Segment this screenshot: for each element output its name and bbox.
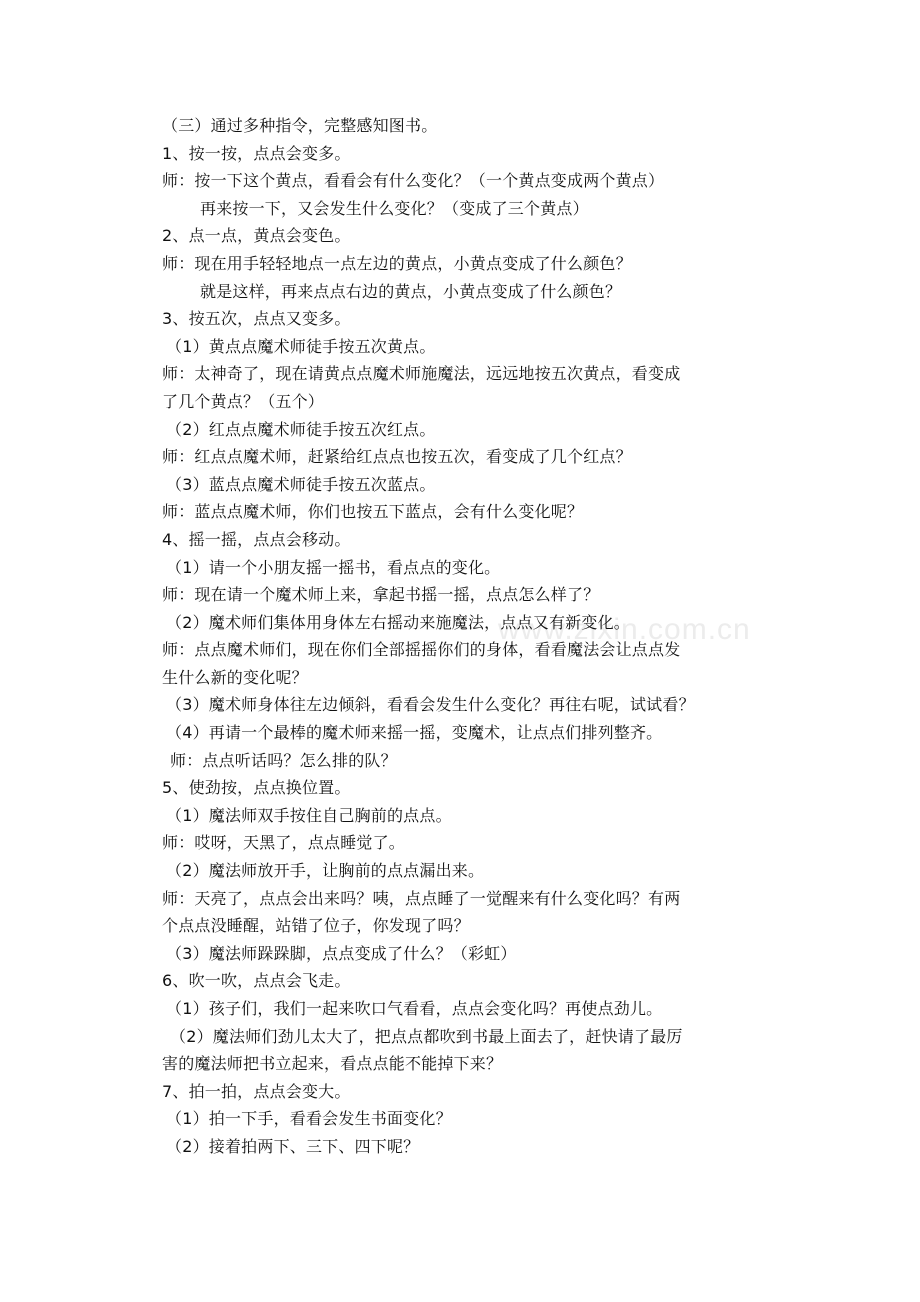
sub-item-line: （3）魔术师身体往左边倾斜，看看会发生什么变化？再往右呢，试试看？ [166,695,695,715]
paragraph-line: 师：天亮了，点点会出来吗？咦，点点睡了一觉醒来有什么变化吗？有两 [162,888,681,908]
step-heading: 4、摇一摇，点点会移动。 [162,529,351,549]
sub-item-line: （1）拍一下手，看看会发生书面变化？ [166,1109,452,1129]
paragraph-line: 师：红点点魔术师，赶紧给红点点也按五次，看变成了几个红点？ [162,447,632,467]
paragraph-line: 生什么新的变化呢？ [162,667,308,687]
step-heading: 1、按一按，点点会变多。 [162,143,351,163]
sub-item-line: （2）魔法师放开手，让胸前的点点漏出来。 [166,861,485,881]
step-heading: 7、拍一拍，点点会变大。 [162,1081,351,1101]
sub-item-line: （2）接着拍两下、三下、四下呢？ [166,1136,420,1156]
sub-item-line: （4）再请一个最棒的魔术师来摇一摇，变魔术，让点点们排列整齐。 [166,723,663,743]
paragraph-line: 师：蓝点点魔术师，你们也按五下蓝点，会有什么变化呢？ [162,502,584,522]
paragraph-line: 了几个黄点？（五个） [162,391,325,411]
paragraph-line: 师：按一下这个黄点，看看会有什么变化？（一个黄点变成两个黄点） [162,171,665,191]
sub-item-line: （3）蓝点点魔术师徒手按五次蓝点。 [166,474,436,494]
step-heading: 3、按五次，点点又变多。 [162,309,351,329]
sub-item-line: （1）孩子们，我们一起来吹口气看看，点点会变化吗？再使点劲儿。 [166,999,663,1018]
step-heading: 5、使劲按，点点换位置。 [162,778,351,798]
sub-item-line: （2）红点点魔术师徒手按五次红点。 [166,419,436,439]
sub-item-line: （1）请一个小朋友摇一摇书，看点点的变化。 [166,557,501,577]
sub-item-line: （1）魔法师双手按住自己胸前的点点。 [166,805,452,825]
sub-item-line: （1）黄点点魔术师徒手按五次黄点。 [166,336,436,356]
step-heading: 6、吹一吹，点点会飞走。 [162,971,351,991]
sub-item-line: （2）魔术师们集体用身体左右摇动来施魔法，点点又有新变化。 [166,612,630,632]
paragraph-line: 师：哎呀，天黑了，点点睡觉了。 [162,833,406,853]
watermark: www.zixin.com.cn [498,613,751,646]
paragraph-line: 个点点没睡醒，站错了位子，你发现了吗？ [162,916,470,936]
paragraph-line: 师：点点听话吗？怎么排的队？ [170,750,397,770]
paragraph-line: 师：点点魔术师们，现在你们全部摇摇你们的身体，看看魔法会让点点发 [162,640,681,660]
paragraph-line: 再来按一下，又会发生什么变化？（变成了三个黄点） [200,198,589,218]
paragraph-line: 师：太神奇了，现在请黄点点魔术师施魔法，远远地按五次黄点，看变成 [162,364,681,384]
paragraph-line: 师：现在请一个魔术师上来，拿起书摇一摇，点点怎么样了？ [162,585,600,605]
paragraph-line: 害的魔法师把书立起来，看点点能不能掉下来？ [162,1054,503,1074]
paragraph-line: 就是这样，再来点点右边的黄点，小黄点变成了什么颜色？ [200,281,622,301]
sub-item-line: （3）魔法师跺跺脚，点点变成了什么？（彩虹） [166,943,517,963]
paragraph-line: 师：现在用手轻轻地点一点左边的黄点，小黄点变成了什么颜色？ [162,253,632,273]
section-heading: （三）通过多种指令，完整感知图书。 [162,116,438,135]
document-body [162,112,782,1161]
step-heading: 2、点一点，黄点会变色。 [162,226,351,246]
sub-item-line: （2）魔法师们劲儿太大了，把点点都吹到书最上面去了，赶快请了最厉 [170,1026,683,1046]
